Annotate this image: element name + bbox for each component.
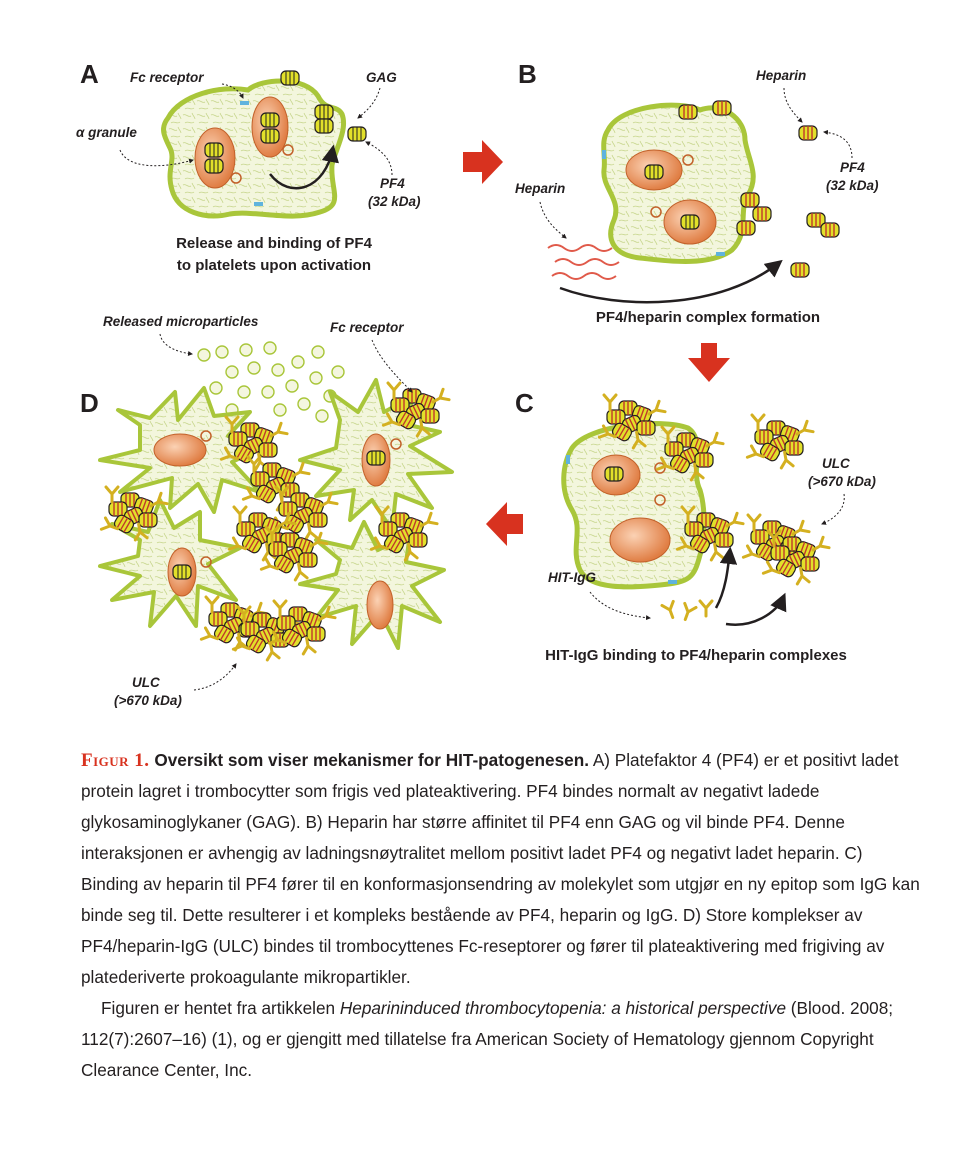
caption-body: A) Platefaktor 4 (PF4) er et positivt ladet protein lagret i trombocytter som frigis ved plateaktivering. PF4 bindes normalt av negativt ladede glykosaminoglykaner (GAG). B) Heparin har større affinitet til PF4 enn GAG og vil binde PF4. Denne interaksjonen er avhengig av ladningsnøytralitet mellom positivt ladet PF4 og negativt ladet heparin. C) Binding av heparin til PF4 fører til en konformasjonsendring av molekylet som utgjør en ny epitop som IgG kan binde seg til. Dette resulterer i et kompleks bestående av PF4, heparin og IgG. D) Store komplekser av PF4/heparin-IgG (ULC) bindes til trombocyttenes Fc-reseptorer og fører til plateaktivering med frigiving av platederiverte prokoagulante mikropartikler. [81,750,920,987]
arrow-c-to-d [486,502,523,546]
label-pf4: PF4 [380,176,405,191]
panel-b-letter: B [518,59,537,89]
label-microparticles: Released microparticles [103,314,259,329]
source-suffix: (Blood. 2008; 112(7):2607–16) (1), og er gjengitt med tillatelse fra American Society of Hematology gjennom Copyright Clearance Center, Inc. [81,998,894,1080]
caption-source [81,993,921,1086]
figure-label: Figur 1. [81,750,150,771]
label-hit-igg: HIT-IgG [548,570,596,585]
heparin-strands [548,245,619,279]
arrow-b-to-c [688,343,730,382]
panel-a [76,59,421,274]
label-pf4-b-kda: (32 kDa) [826,178,879,193]
alpha-granule [610,518,670,562]
caption-paragraph [81,745,921,993]
alpha-granule [154,434,206,466]
receptor [566,455,570,464]
caption-title: Oversikt som viser mekanismer for HIT-patogenesen. [154,750,589,770]
label-ulc-d: ULC [132,675,160,690]
alpha-granule [195,128,235,188]
panel-c-letter: C [515,388,534,418]
figure-caption [81,745,921,1086]
label-alpha-granule: α granule [76,125,137,140]
label-heparin-top: Heparin [756,68,807,83]
label-pf4-b: PF4 [840,160,865,175]
panel-d-letter: D [80,388,99,418]
source-prefix: Figuren er hentet fra artikkelen [101,998,340,1018]
panel-c-caption: HIT-IgG binding to PF4/heparin complexes [545,647,847,664]
label-ulc-c: ULC [822,456,850,471]
panel-a-platelet [164,81,344,216]
receptor [240,101,249,105]
panel-b [515,59,879,326]
label-heparin-left: Heparin [515,181,566,196]
label-gag: GAG [366,70,397,85]
receptor [716,252,725,256]
panel-d [80,314,452,708]
arrow-a-to-b [463,140,503,184]
panel-a-caption-line2: to platelets upon activation [176,257,372,274]
source-title: Heparininduced thrombocytopenia: a historical perspective [339,998,787,1018]
label-ulc-d-kda: (>670 kDa) [114,693,182,708]
receptor [602,150,606,159]
panel-a-letter: A [80,59,99,89]
receptor [668,580,677,584]
microparticles [198,342,344,422]
label-ulc-c-kda: (>670 kDa) [808,474,876,489]
label-fc-receptor-d: Fc receptor [330,320,404,335]
label-pf4-kda: (32 kDa) [368,194,421,209]
label-fc-receptor: Fc receptor [130,70,204,85]
panel-c [515,388,876,664]
alpha-granule [367,581,393,629]
panel-a-caption-line1: Release and binding of PF4 [176,235,372,252]
panel-b-caption: PF4/heparin complex formation [595,309,821,326]
receptor [254,202,263,206]
